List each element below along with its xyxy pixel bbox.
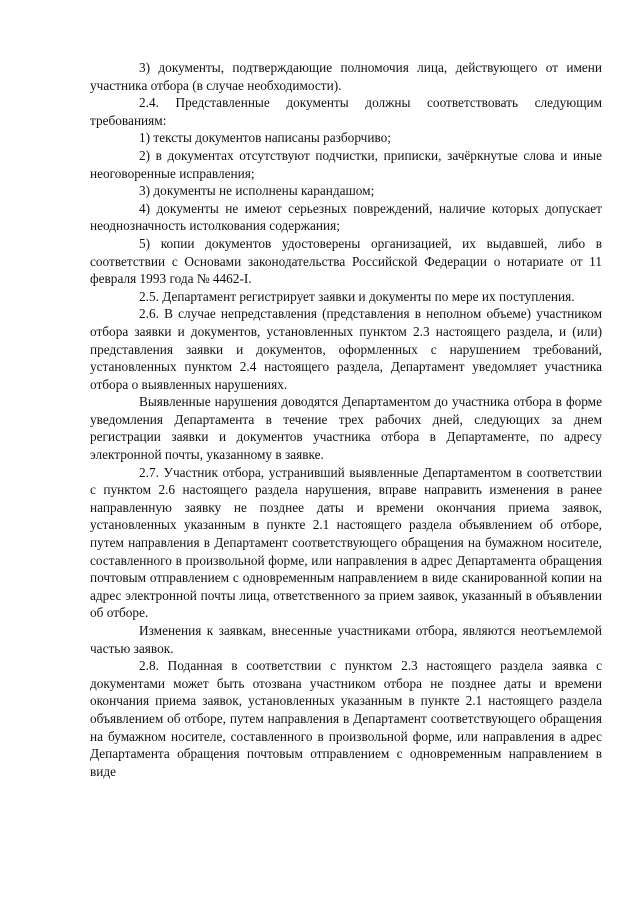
- requirement-5: 5) копии документов удостоверены организацией, их выдавшей, либо в соответствии с Основами законодательства Российской Федерации о нотариате от 11 февраля 1993 года № 4462-I.: [90, 235, 602, 287]
- requirement-2: 2) в документах отсутствуют подчистки, приписки, зачёркнутые слова и иные неоговоренные исправления;: [90, 147, 602, 181]
- document-body: [90, 59, 602, 780]
- paragraph-2-5: 2.5. Департамент регистрирует заявки и документы по мере их поступления.: [139, 288, 575, 304]
- paragraph-2-4: 2.4. Представленные документы должны соответствовать следующим требованиям:: [90, 95, 602, 128]
- requirement-1: 1) тексты документов написаны разборчиво;: [139, 130, 391, 146]
- requirement-4: 4) документы не имеют серьезных повреждений, наличие которых допускает неоднозначность истолкования содержания;: [90, 200, 602, 234]
- paragraph-item-3: 3) документы, подтверждающие полномочия лица, действующего от имени участника отбора (в случае необходимости).: [90, 60, 602, 93]
- paragraph-2-7: 2.7. Участник отбора, устранивший выявленные Департаментом в соответствии с пунктом 2.6 настоящего раздела нарушения, вправе направить изменения в ранее направленную заявку не позднее даты и времени окончания приема заявок, установленных указанным в пункте 2.1 настоящего раздела объявлением об отборе, путем направления в Департамент соответствующего обращения на бумажном носителе, составленного в произвольной форме, или направления в адрес Департамента обращения почтовым отправлением с одновременным направлением в виде сканированной копии на адрес электронной почты лица, ответственного за прием заявок, указанный в объявлении об отборе.: [90, 464, 602, 621]
- paragraph-violations-notice: Выявленные нарушения доводятся Департаментом до участника отбора в форме уведомления Департамента в течение трех рабочих дней, следующих за днем регистрации заявки и документов участника отбора в Департаменте, по адресу электронной почты, указанному в заявке.: [90, 394, 602, 463]
- requirement-3: 3) документы не исполнены карандашом;: [139, 183, 375, 199]
- paragraph-2-6: 2.6. В случае непредставления (представления в неполном объеме) участником отбора заявки и документов, установленных пунктом 2.3 настоящего раздела, и (или) представления заявки и документов, оформленных с нарушением требований, установленных пунктом 2.4 настоящего раздела, Департамент уведомляет участника отбора о выявленных нарушениях.: [90, 306, 602, 392]
- paragraph-2-8: 2.8. Поданная в соответствии с пунктом 2.3 настоящего раздела заявка с документами может быть отозвана участником отбора не позднее даты и времени окончания приема заявок, установленных указанным в пункте 2.1 настоящего раздела объявлением об отборе, путем направления в Департамент соответствующего обращения на бумажном носителе, составленного в произвольной форме, или направления в адрес Департамента обращения почтовым отправлением с одновременным направлением в виде: [90, 658, 602, 779]
- paragraph-changes: Изменения к заявкам, внесенные участниками отбора, являются неотъемлемой частью заявок.: [90, 623, 602, 656]
